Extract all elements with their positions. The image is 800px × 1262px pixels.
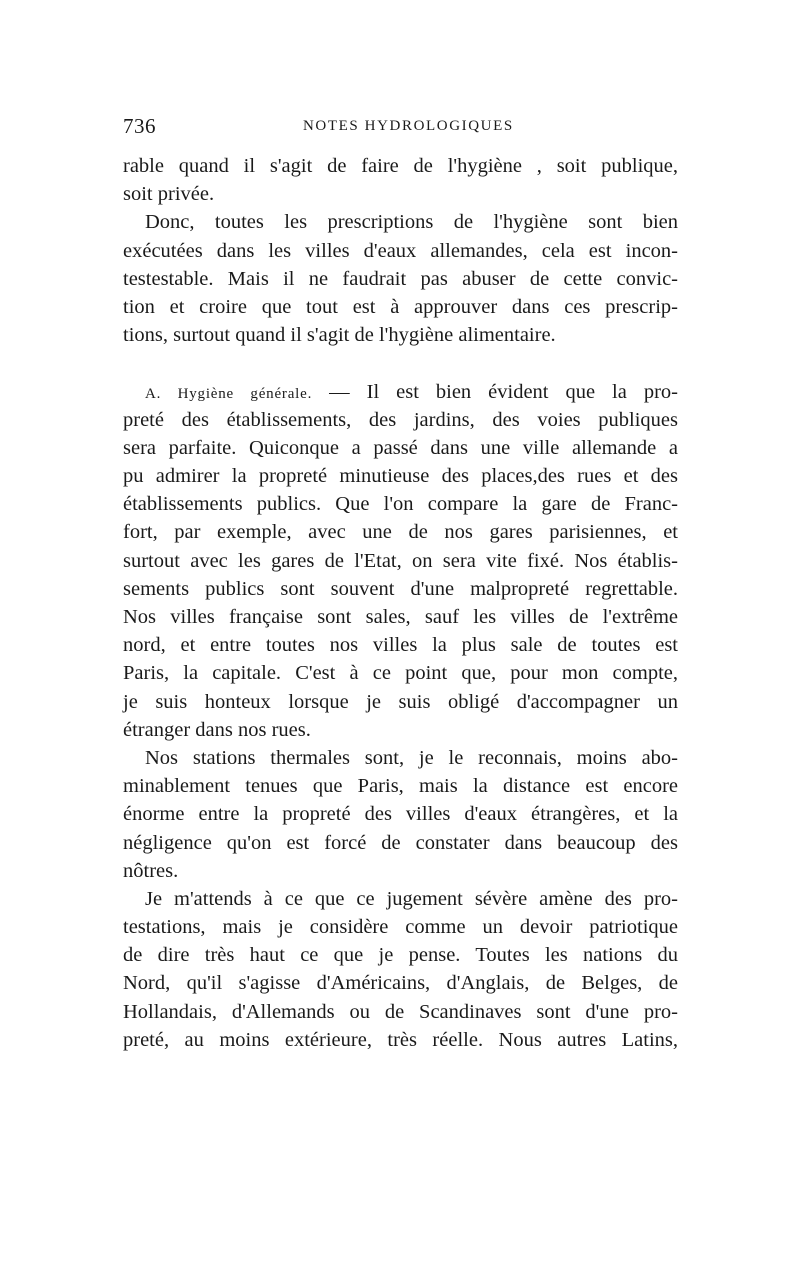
text-line: exécutées dans les villes d'eaux allemandes, cela est incon- (123, 239, 678, 262)
text-line: soit privée. (123, 183, 215, 206)
text-line: Nos stations thermales sont, je le reconnais, moins abo- (145, 746, 678, 769)
text-line: nôtres. (123, 859, 179, 882)
text-line: de dire très haut ce que je pense. Toutes les nations du (123, 944, 678, 967)
text-line: fort, par exemple, avec une de nos gares parisiennes, et (123, 521, 678, 544)
text-line: établissements publics. Que l'on compare la gare de Franc- (123, 493, 678, 516)
text-line: tions, surtout quand il s'agit de l'hygiène alimentaire. (123, 324, 556, 347)
text-line: Paris, la capitale. C'est à ce point que, pour mon compte, (123, 662, 678, 685)
text-line: Je m'attends à ce que ce jugement sévère amène des pro- (145, 887, 678, 910)
text-line: nord, et entre toutes nos villes la plus sale de toutes est (123, 634, 678, 657)
text-line: étranger dans nos rues. (123, 718, 311, 741)
text-line: preté, au moins extérieure, très réelle. Nous autres Latins, (123, 1028, 678, 1051)
text-line: je suis honteux lorsque je suis obligé d'accompagner un (123, 690, 678, 713)
running-head (123, 114, 678, 140)
text-line: Nos villes française sont sales, sauf les villes de l'extrême (123, 606, 678, 628)
text-line: sera parfaite. Quiconque a passé dans une ville allemande a (123, 436, 678, 459)
text-line: tion et croire que tout est à approuver dans ces prescrip- (123, 295, 678, 318)
text-line: preté des établissements, des jardins, des voies publiques (123, 408, 678, 431)
text-line: négligence qu'on est forcé de constater dans beaucoup des (123, 831, 678, 854)
text-line: énorme entre la propreté des villes d'eaux étrangères, et la (123, 803, 678, 826)
text-line-blank (123, 349, 678, 377)
text-line: sements publics sont souvent d'une malpropreté regrettable. (123, 577, 678, 600)
section-first-line (123, 378, 678, 406)
text-line: rable quand il s'agit de faire de l'hygiène , soit publique, (123, 155, 678, 177)
section-heading: A. Hygiène générale. (145, 385, 313, 402)
running-title: NOTES HYDROLOGIQUES (303, 118, 514, 134)
text-line: surtout avec les gares de l'Etat, on sera vite fixé. Nos établis- (123, 549, 678, 572)
text-line: Hollandais, d'Allemands ou de Scandinaves sont d'une pro- (123, 1000, 678, 1023)
text-line: Donc, toutes les prescriptions de l'hygiène sont bien (145, 211, 678, 234)
page-number: 736 (123, 114, 156, 138)
text-line: — Il est bien évident que la pro- (329, 380, 678, 403)
text-line: testations, mais je considère comme un devoir patriotique (123, 916, 678, 939)
text-line: Nord, qu'il s'agisse d'Américains, d'Anglais, de Belges, de (123, 972, 678, 995)
text-line: minablement tenues que Paris, mais la distance est encore (123, 775, 678, 798)
text-line: pu admirer la propreté minutieuse des places,des rues et des (123, 465, 678, 488)
body-text (123, 152, 678, 1054)
text-line: testestable. Mais il ne faudrait pas abuser de cette convic- (123, 267, 678, 290)
